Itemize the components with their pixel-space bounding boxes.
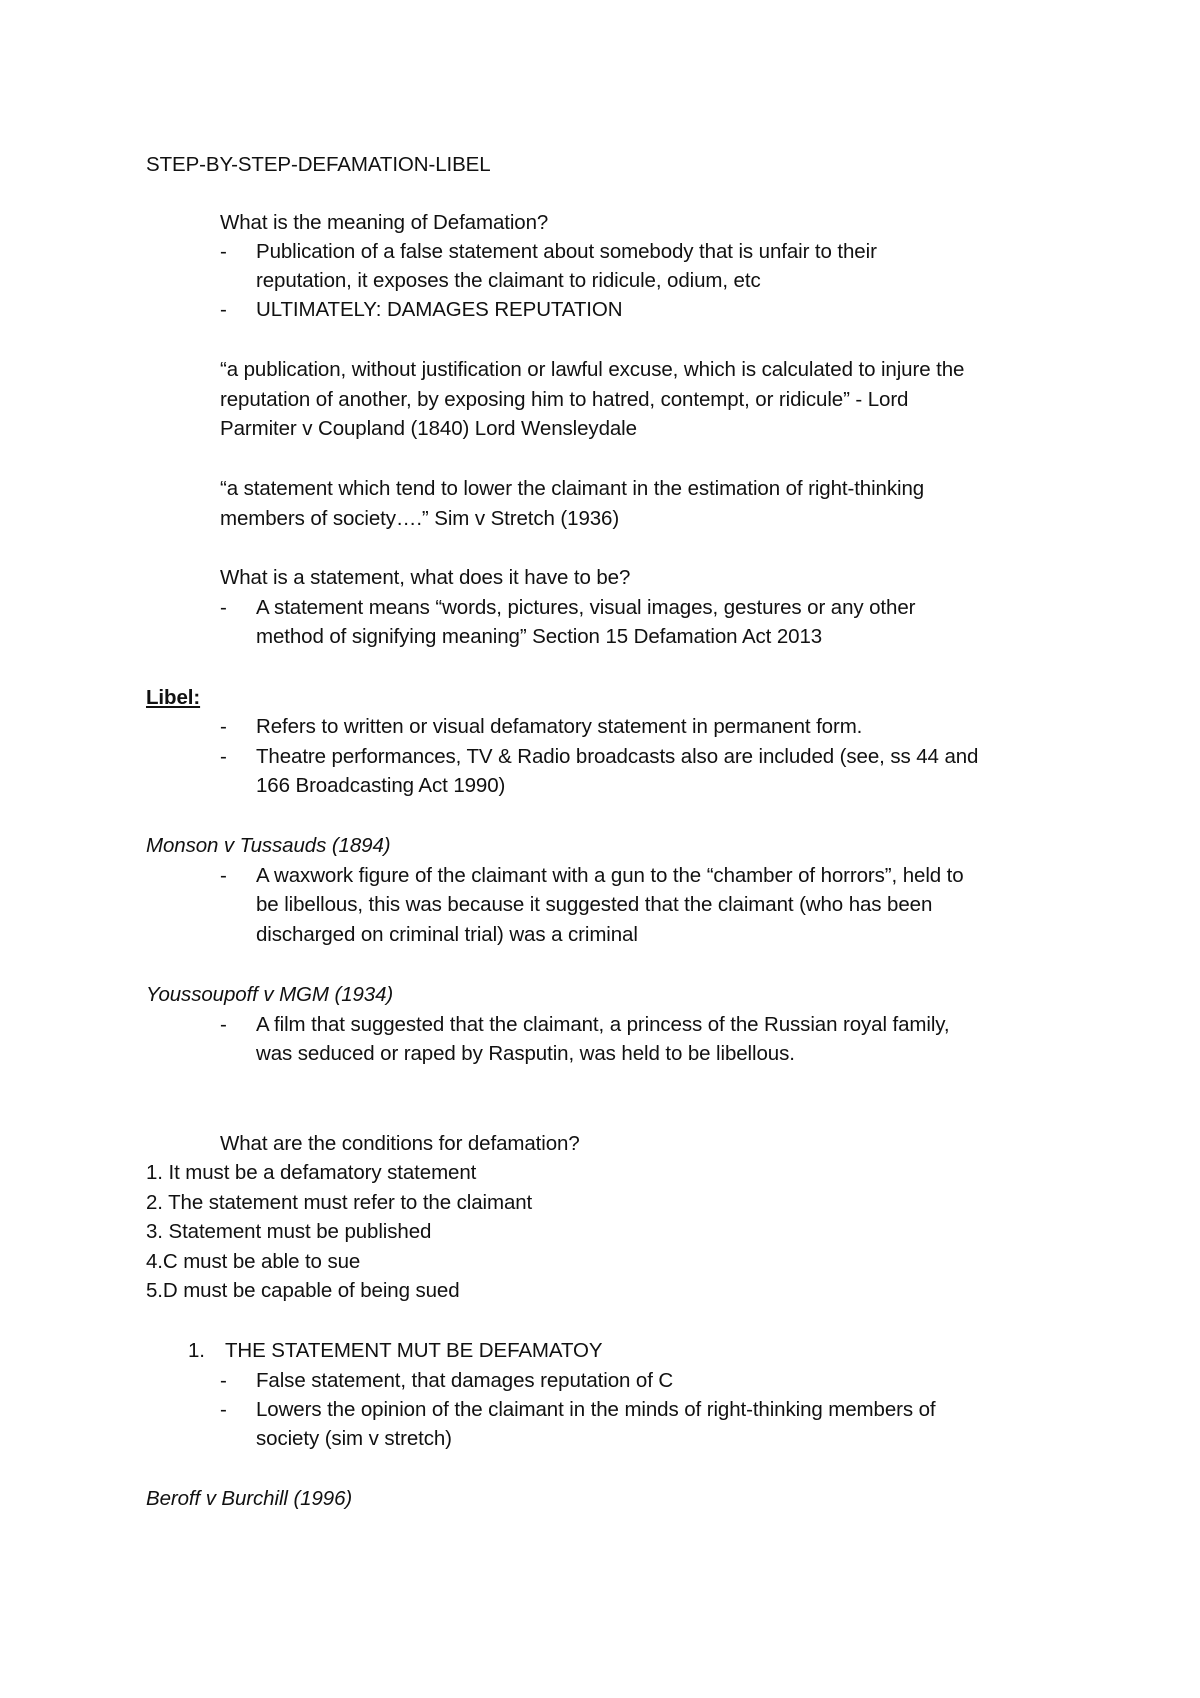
bullet-text: A statement means “words, pictures, visual images, gestures or any other bbox=[256, 596, 916, 619]
bullet-text: Refers to written or visual defamatory statement in permanent form. bbox=[256, 715, 863, 738]
question-meaning: What is the meaning of Defamation? bbox=[220, 211, 549, 234]
bullet-text: A film that suggested that the claimant, a princess of the Russian royal family, bbox=[256, 1013, 950, 1036]
bullet-dash: - bbox=[220, 596, 227, 619]
condition-item: 3. Statement must be published bbox=[146, 1220, 432, 1243]
condition-item: 1. It must be a defamatory statement bbox=[146, 1161, 477, 1184]
bullet-dash: - bbox=[220, 240, 227, 263]
section-number: 1. bbox=[188, 1339, 205, 1362]
bullet-dash: - bbox=[220, 1013, 227, 1036]
bullet-text: reputation, it exposes the claimant to ridicule, odium, etc bbox=[256, 269, 761, 292]
bullet-text: society (sim v stretch) bbox=[256, 1427, 452, 1450]
document-title: STEP-BY-STEP-DEFAMATION-LIBEL bbox=[146, 153, 491, 176]
bullet-dash: - bbox=[220, 745, 227, 768]
condition-item: 5.D must be capable of being sued bbox=[146, 1279, 460, 1302]
quote-line: “a publication, without justification or lawful excuse, which is calculated to injure the bbox=[220, 358, 965, 381]
case-title: Beroff v Burchill (1996) bbox=[146, 1487, 353, 1510]
section-title: THE STATEMENT MUT BE DEFAMATOY bbox=[225, 1339, 603, 1362]
case-title: Monson v Tussauds (1894) bbox=[146, 834, 391, 857]
libel-heading: Libel: bbox=[146, 686, 201, 709]
bullet-dash: - bbox=[220, 298, 227, 321]
bullet-text: False statement, that damages reputation of C bbox=[256, 1369, 674, 1392]
question-statement: What is a statement, what does it have to be? bbox=[220, 566, 631, 589]
bullet-text: was seduced or raped by Rasputin, was held to be libellous. bbox=[256, 1042, 795, 1065]
case-title: Youssoupoff v MGM (1934) bbox=[146, 983, 394, 1006]
bullet-text: 166 Broadcasting Act 1990) bbox=[256, 774, 506, 797]
quote-line: “a statement which tend to lower the claimant in the estimation of right-thinking bbox=[220, 477, 925, 500]
quote-line: Parmiter v Coupland (1840) Lord Wensleydale bbox=[220, 417, 637, 440]
bullet-text: Theatre performances, TV & Radio broadcasts also are included (see, ss 44 and bbox=[256, 745, 979, 768]
bullet-text: discharged on criminal trial) was a criminal bbox=[256, 923, 638, 946]
bullet-text: Publication of a false statement about somebody that is unfair to their bbox=[256, 240, 877, 263]
question-conditions: What are the conditions for defamation? bbox=[220, 1132, 580, 1155]
bullet-dash: - bbox=[220, 1369, 227, 1392]
condition-item: 4.C must be able to sue bbox=[146, 1250, 361, 1273]
bullet-text: A waxwork figure of the claimant with a gun to the “chamber of horrors”, held to bbox=[256, 864, 964, 887]
quote-line: reputation of another, by exposing him to hatred, contempt, or ridicule” - Lord bbox=[220, 388, 909, 411]
bullet-dash: - bbox=[220, 1398, 227, 1421]
bullet-text: method of signifying meaning” Section 15 Defamation Act 2013 bbox=[256, 625, 823, 648]
bullet-text: ULTIMATELY: DAMAGES REPUTATION bbox=[256, 298, 623, 321]
bullet-text: be libellous, this was because it suggested that the claimant (who has been bbox=[256, 893, 933, 916]
bullet-dash: - bbox=[220, 864, 227, 887]
condition-item: 2. The statement must refer to the claimant bbox=[146, 1191, 533, 1214]
quote-line: members of society….” Sim v Stretch (1936) bbox=[220, 507, 620, 530]
bullet-dash: - bbox=[220, 715, 227, 738]
bullet-text: Lowers the opinion of the claimant in the minds of right-thinking members of bbox=[256, 1398, 936, 1421]
